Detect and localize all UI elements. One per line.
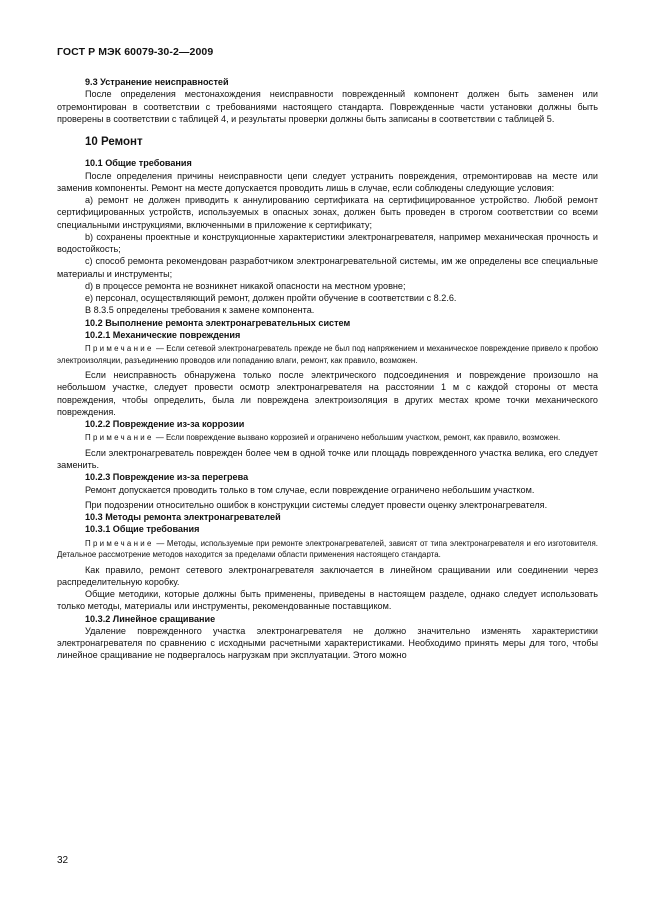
body-paragraph: c) способ ремонта рекомендован разработчиком электронагревательной системы, им же определены все специальные материалы и инструменты; (57, 256, 598, 279)
body-paragraph: Удаление поврежденного участка электронагревателя не должно значительно изменять характеристики электронагревателя по сравнению с исходными расчетными характеристиками. Необходимо принять меры для того, чтобы линейное сращивание не подвергалось нагрузкам при эксплуатации. Этого можно (57, 625, 598, 661)
body-paragraph: Общие методики, которые должны быть применены, приведены в настоящем разделе, однако следует использовать только методы, материалы или инструменты, рекомендованные поставщиком. (57, 589, 598, 612)
body-paragraph: Как правило, ремонт сетевого электронагревателя заключается в линейном сращивании или соединении через распределительную коробку. (57, 564, 598, 587)
body-paragraph: Если неисправность обнаружена только после электрического подсоединения и повреждение произошло на небольшом участке, следует провести осмотр электронагревателя на расстоянии 1 м с каждой стороны от места повреждения, чтобы определить, была ли повреждена электроизоляция в других местах кроме точки механического повреждения. (57, 370, 598, 417)
note-label: Примечание (85, 433, 154, 443)
note-label: Примечание (85, 538, 154, 548)
body-paragraph: В 8.3.5 определены требования к замене компонента. (85, 305, 315, 316)
note-paragraph (57, 538, 598, 561)
subsection-heading: 10.3 Методы ремонта электронагревателей (85, 512, 281, 522)
body-paragraph: d) в процессе ремонта не возникнет никакой опасности на местном уровне; (85, 280, 406, 291)
document-body (57, 76, 598, 662)
subsection-heading: 10.2.1 Механические повреждения (85, 329, 241, 340)
subsection-heading: 10.3.2 Линейное сращивание (85, 613, 216, 624)
note-paragraph (57, 432, 598, 444)
body-paragraph: а) ремонт не должен приводить к аннулированию сертификата на сертифицированное устройство. Любой ремонт сертифицированных устройств, используемых в опасных зонах, должен быть проведен в строгом соответствии со всеми специальными инструкциями, включенными в приложение к сертификату; (57, 195, 598, 230)
section-heading: 10 Ремонт (85, 136, 143, 148)
body-paragraph: Если электронагреватель поврежден более чем в одной точке или площадь поврежденного участка велика, его следует заменить. (57, 447, 598, 470)
body-paragraph: После определения причины неисправности цепи следует устранить повреждения, отремонтировав на месте или заменив компоненты. Ремонт на месте допускается проводить лишь в случае, если соблюдены следующие условия: (57, 170, 598, 193)
subsection-heading: 9.3 Устранение неисправностей (85, 77, 229, 87)
body-paragraph: b) сохранены проектные и конструкционные характеристики электронагревателя, например механическая прочность и водостойкость; (57, 231, 598, 254)
page-number: 32 (57, 855, 69, 866)
note-text: — Если сетевой электронагреватель прежде не был под напряжением и механическое повреждение привело к пробою электроизоляции, разъединению проводов или попаданию влаги, ремонт, как правило, возможен. (57, 344, 598, 365)
subsection-heading: 10.2 Выполнение ремонта электронагревательных систем (85, 317, 351, 328)
subsection-heading: 10.2.3 Повреждение из-за перегрева (85, 472, 249, 483)
note-text: — Методы, используемые при ремонте электронагревателей, зависят от типа электронагревателя и его изготовителя. Детальное рассмотрение методов находится за пределами области применения настоящего стандарта. (57, 538, 598, 559)
subsection-heading: 10.2.2 Повреждение из-за коррозии (85, 419, 245, 429)
subsection-heading: 10.1 Общие требования (85, 158, 192, 169)
body-paragraph: Ремонт допускается проводить только в том случае, если повреждение ограничено небольшим участком. (85, 484, 535, 495)
body-paragraph: После определения местонахождения неисправности поврежденный компонент должен быть заменен или отремонтирован в соответствии с требованиями настоящего стандарта. Поврежденные части установки должны быть проверены в соответствии с таблицей 4, и результаты проверки должны быть записаны в соответствии с таблицей 5. (57, 89, 598, 124)
body-paragraph: При подозрении относительно ошибок в конструкции системы следует провести оценку электронагревателя. (85, 499, 548, 510)
subsection-heading: 10.3.1 Общие требования (85, 524, 200, 535)
note-text: — Если повреждение вызвано коррозией и ограничено небольшим участком, ремонт, как правило, возможен. (153, 433, 561, 443)
note-label: Примечание (85, 344, 154, 353)
document-header: ГОСТ Р МЭК 60079-30-2—2009 (57, 46, 214, 58)
note-paragraph (57, 343, 598, 366)
body-paragraph: е) персонал, осуществляющий ремонт, должен пройти обучение в соответствии с 8.2.6. (85, 293, 457, 303)
